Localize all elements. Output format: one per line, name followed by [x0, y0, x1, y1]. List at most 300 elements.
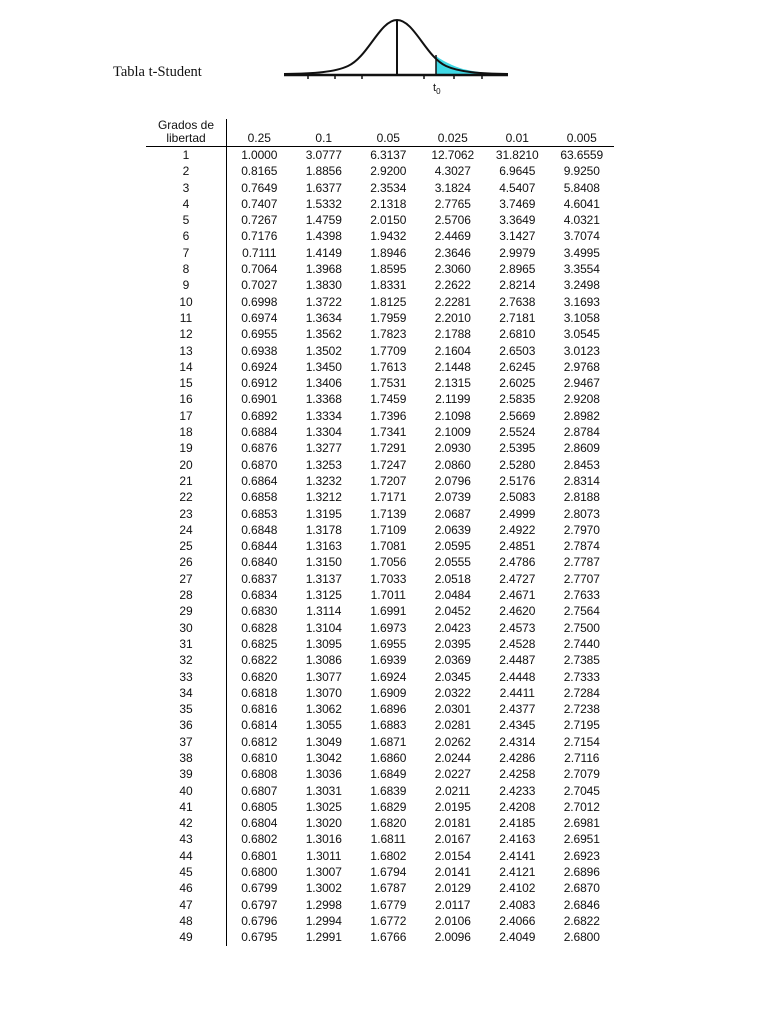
- critical-value-cell: 0.6998: [241, 294, 278, 309]
- df-cell: 11: [146, 310, 227, 326]
- critical-value-cell: 2.4786: [499, 555, 536, 570]
- critical-value-cell: 3.1058: [563, 310, 600, 325]
- critical-value-cell: 1.6924: [370, 669, 407, 684]
- critical-value-cell: 2.0687: [434, 506, 471, 521]
- critical-value-cell: 1.3104: [305, 620, 342, 635]
- df-cell: 29: [146, 603, 227, 619]
- critical-value-cell: 3.4995: [563, 245, 600, 260]
- critical-value-cell: 3.0777: [305, 148, 342, 162]
- table-row: [146, 310, 614, 326]
- critical-value-cell: 2.8314: [563, 473, 600, 488]
- critical-value-cell: 2.0227: [434, 767, 471, 782]
- critical-value-cell: 3.1427: [499, 229, 536, 244]
- critical-value-cell: 2.5280: [499, 457, 536, 472]
- df-cell: 22: [146, 489, 227, 505]
- critical-value-cell: 0.6816: [241, 702, 278, 717]
- critical-value-cell: 1.3634: [305, 310, 342, 325]
- df-cell: 32: [146, 652, 227, 668]
- critical-value-cell: 2.4049: [499, 930, 536, 945]
- df-cell: 23: [146, 506, 227, 522]
- critical-value-cell: 2.7633: [563, 588, 600, 603]
- critical-value-cell: 2.7707: [563, 571, 600, 586]
- critical-value-cell: 1.3406: [305, 376, 342, 391]
- t-table: [146, 119, 614, 946]
- critical-value-cell: 2.0117: [435, 897, 471, 912]
- critical-value-cell: 1.9432: [370, 229, 407, 244]
- critical-value-cell: 2.4163: [499, 832, 536, 847]
- critical-value-cell: 3.0123: [563, 343, 600, 358]
- table-row: [146, 897, 614, 913]
- df-cell: 25: [146, 538, 227, 554]
- critical-value-cell: 2.0345: [434, 669, 471, 684]
- table-row: [146, 440, 614, 456]
- critical-value-cell: 0.6801: [241, 848, 278, 863]
- critical-value-cell: 1.4398: [305, 229, 342, 244]
- critical-value-cell: 1.6939: [370, 653, 407, 668]
- critical-value-cell: 1.3036: [305, 767, 342, 782]
- critical-value-cell: 2.9768: [563, 359, 600, 374]
- critical-value-cell: 1.2998: [305, 897, 342, 912]
- critical-value-cell: 2.1315: [434, 376, 471, 391]
- critical-value-cell: 3.0545: [563, 327, 600, 342]
- critical-value-cell: 1.5332: [305, 196, 342, 211]
- critical-value-cell: 2.7500: [563, 620, 600, 635]
- critical-value-cell: 1.4149: [305, 245, 342, 260]
- critical-value-cell: 2.7238: [563, 702, 600, 717]
- df-header-line1: Grados de: [157, 118, 215, 132]
- critical-value-cell: 2.0555: [434, 555, 471, 570]
- table-row: [146, 212, 614, 228]
- critical-value-cell: 2.4528: [499, 636, 536, 651]
- critical-value-cell: 2.9200: [370, 164, 407, 179]
- critical-value-cell: 2.4377: [499, 702, 536, 717]
- critical-value-cell: 2.7874: [563, 539, 600, 554]
- df-cell: 2: [146, 163, 227, 179]
- df-cell: 21: [146, 473, 227, 489]
- critical-value-cell: 2.0369: [434, 653, 471, 668]
- critical-value-cell: 2.6846: [563, 897, 600, 912]
- critical-value-cell: 0.7176: [241, 229, 278, 244]
- critical-value-cell: 1.6860: [370, 750, 407, 765]
- critical-value-cell: 4.6041: [563, 196, 600, 211]
- df-cell: 17: [146, 408, 227, 424]
- critical-value-cell: 0.7064: [241, 262, 278, 277]
- critical-value-cell: 1.7823: [370, 327, 407, 342]
- critical-value-cell: 2.3060: [434, 262, 471, 277]
- critical-value-cell: 6.3137: [370, 148, 407, 162]
- critical-value-cell: 1.3253: [305, 457, 342, 472]
- level-header: 0.25: [227, 119, 292, 147]
- critical-value-cell: 2.1448: [434, 359, 471, 374]
- critical-value-cell: 2.4185: [499, 816, 536, 831]
- critical-value-cell: 2.0860: [434, 457, 471, 472]
- critical-value-cell: 0.6808: [241, 767, 278, 782]
- critical-value-cell: 3.7469: [499, 196, 536, 211]
- critical-value-cell: 0.7407: [241, 196, 278, 211]
- table-body: [146, 147, 614, 946]
- critical-value-cell: 4.0321: [563, 213, 600, 228]
- critical-value-cell: 1.4759: [305, 213, 342, 228]
- critical-value-cell: 2.4233: [499, 783, 536, 798]
- level-header: 0.025: [421, 119, 486, 147]
- critical-value-cell: 1.3334: [305, 408, 342, 423]
- critical-value-cell: 1.7291: [370, 441, 407, 456]
- table-row: [146, 717, 614, 733]
- table-row: [146, 424, 614, 440]
- table-row: [146, 636, 614, 652]
- critical-value-cell: 2.4922: [499, 522, 536, 537]
- critical-value-cell: 0.7267: [241, 213, 278, 228]
- critical-value-cell: 2.0796: [434, 473, 471, 488]
- critical-value-cell: 2.0181: [434, 816, 471, 831]
- critical-value-cell: 2.5395: [499, 441, 536, 456]
- level-header: 0.01: [485, 119, 550, 147]
- critical-value-cell: 2.7045: [563, 783, 600, 798]
- critical-value-cell: 1.3502: [305, 343, 342, 358]
- critical-value-cell: 1.6883: [370, 718, 407, 733]
- critical-value-cell: 0.6858: [241, 490, 278, 505]
- critical-value-cell: 0.6802: [241, 832, 278, 847]
- critical-value-cell: 1.6811: [370, 832, 406, 847]
- df-cell: 13: [146, 343, 227, 359]
- critical-value-cell: 1.0000: [241, 148, 278, 162]
- table-row: [146, 228, 614, 244]
- critical-value-cell: 1.3077: [305, 669, 342, 684]
- table-row: [146, 929, 614, 945]
- critical-value-cell: 1.3722: [305, 294, 342, 309]
- critical-value-cell: 2.0395: [434, 636, 471, 651]
- critical-value-cell: 2.1199: [435, 392, 471, 407]
- df-cell: 33: [146, 669, 227, 685]
- critical-value-cell: 1.3002: [305, 881, 342, 896]
- critical-value-cell: 2.7385: [563, 653, 600, 668]
- df-cell: 35: [146, 701, 227, 717]
- df-cell: 41: [146, 799, 227, 815]
- critical-value-cell: 2.0739: [434, 490, 471, 505]
- critical-value-cell: 1.7171: [370, 490, 407, 505]
- critical-value-cell: 2.0595: [434, 539, 471, 554]
- critical-value-cell: 12.7062: [431, 148, 475, 162]
- critical-value-cell: 2.4851: [499, 539, 536, 554]
- critical-value-cell: 1.6991: [370, 604, 407, 619]
- critical-value-cell: 1.7011: [370, 588, 406, 603]
- critical-value-cell: 31.8210: [495, 148, 539, 162]
- table-row: [146, 652, 614, 668]
- level-header: 0.1: [292, 119, 357, 147]
- table-row: [146, 603, 614, 619]
- critical-value-cell: 0.6818: [241, 685, 278, 700]
- table-row: [146, 489, 614, 505]
- critical-value-cell: 2.0096: [434, 930, 471, 945]
- df-cell: 47: [146, 897, 227, 913]
- df-cell: 42: [146, 815, 227, 831]
- critical-value-cell: 2.7154: [563, 734, 600, 749]
- table-row: [146, 913, 614, 929]
- critical-value-cell: 1.3232: [305, 473, 342, 488]
- critical-value-cell: 0.6876: [241, 441, 278, 456]
- critical-value-cell: 2.6245: [499, 359, 536, 374]
- critical-value-cell: 0.6805: [241, 799, 278, 814]
- table-row: [146, 163, 614, 179]
- df-cell: 38: [146, 750, 227, 766]
- critical-value-cell: 0.7111: [242, 245, 277, 260]
- critical-value-cell: 0.6800: [241, 865, 278, 880]
- critical-value-cell: 0.6834: [241, 588, 278, 603]
- critical-value-cell: 1.3020: [305, 816, 342, 831]
- table-row: [146, 457, 614, 473]
- critical-value-cell: 2.0301: [434, 702, 471, 717]
- critical-value-cell: 1.3007: [305, 865, 342, 880]
- df-cell: 6: [146, 228, 227, 244]
- df-cell: 31: [146, 636, 227, 652]
- table-row: [146, 375, 614, 391]
- critical-value-cell: 2.8784: [563, 425, 600, 440]
- critical-value-cell: 0.6844: [241, 539, 278, 554]
- critical-value-cell: 1.3163: [305, 539, 342, 554]
- table-row: [146, 848, 614, 864]
- df-cell: 46: [146, 880, 227, 896]
- critical-value-cell: 1.7613: [370, 359, 407, 374]
- critical-value-cell: 3.3554: [563, 262, 600, 277]
- critical-value-cell: 1.6909: [370, 685, 407, 700]
- df-cell: 12: [146, 326, 227, 342]
- critical-value-cell: 2.4573: [499, 620, 536, 635]
- table-row: [146, 196, 614, 212]
- critical-value-cell: 1.7081: [370, 539, 407, 554]
- critical-value-cell: 2.2622: [434, 278, 471, 293]
- critical-value-cell: 1.6779: [370, 897, 407, 912]
- critical-value-cell: 2.1604: [434, 343, 471, 358]
- document-title: Tabla t-Student: [113, 64, 202, 80]
- critical-value-cell: 1.6871: [370, 734, 407, 749]
- critical-value-cell: 1.2994: [305, 913, 342, 928]
- critical-value-cell: 1.3830: [305, 278, 342, 293]
- critical-value-cell: 1.6787: [370, 881, 407, 896]
- critical-value-cell: 0.6804: [241, 816, 278, 831]
- critical-value-cell: 2.8073: [563, 506, 600, 521]
- df-cell: 24: [146, 522, 227, 538]
- df-cell: 14: [146, 359, 227, 375]
- critical-value-cell: 1.8125: [370, 294, 407, 309]
- critical-value-cell: 1.6955: [370, 636, 407, 651]
- critical-value-cell: 3.2498: [563, 278, 600, 293]
- df-cell: 30: [146, 620, 227, 636]
- critical-value-cell: 1.6849: [370, 767, 407, 782]
- critical-value-cell: 1.3137: [305, 571, 342, 586]
- critical-value-cell: 4.5407: [499, 180, 536, 195]
- critical-value-cell: 1.8595: [370, 262, 407, 277]
- critical-value-cell: 1.3125: [305, 588, 342, 603]
- table-row: [146, 685, 614, 701]
- critical-value-cell: 1.6896: [370, 702, 407, 717]
- critical-value-cell: 2.6981: [563, 816, 600, 831]
- critical-value-cell: 2.7195: [563, 718, 600, 733]
- critical-value-cell: 1.3042: [305, 750, 342, 765]
- critical-value-cell: 0.6853: [241, 506, 278, 521]
- critical-value-cell: 1.3055: [305, 718, 342, 733]
- critical-value-cell: 0.6864: [241, 473, 278, 488]
- critical-value-cell: 2.0154: [434, 848, 471, 863]
- critical-value-cell: 2.0150: [370, 213, 407, 228]
- critical-value-cell: 1.3150: [305, 555, 342, 570]
- table-row: [146, 701, 614, 717]
- df-cell: 16: [146, 391, 227, 407]
- critical-value-cell: 2.5706: [434, 213, 471, 228]
- table-header-row: [146, 119, 614, 147]
- table-row: [146, 766, 614, 782]
- critical-value-cell: 0.6974: [241, 310, 278, 325]
- df-cell: 40: [146, 783, 227, 799]
- critical-value-cell: 2.1788: [434, 327, 471, 342]
- table-row: [146, 294, 614, 310]
- critical-value-cell: 2.0930: [434, 441, 471, 456]
- df-cell: 26: [146, 554, 227, 570]
- critical-value-cell: 0.6892: [241, 408, 278, 423]
- df-cell: 3: [146, 180, 227, 196]
- critical-value-cell: 1.7207: [370, 473, 407, 488]
- critical-value-cell: 2.0484: [434, 588, 471, 603]
- critical-value-cell: 2.3534: [370, 180, 407, 195]
- critical-value-cell: 2.8982: [563, 408, 600, 423]
- critical-value-cell: 2.7440: [563, 636, 600, 651]
- critical-value-cell: 2.0106: [434, 913, 471, 928]
- critical-value-cell: 0.7649: [241, 180, 278, 195]
- critical-value-cell: 1.6820: [370, 816, 407, 831]
- df-cell: 9: [146, 277, 227, 293]
- df-header: [146, 119, 227, 147]
- critical-value-cell: 0.6884: [241, 425, 278, 440]
- critical-value-cell: 2.6951: [563, 832, 600, 847]
- critical-value-cell: 1.6772: [370, 913, 407, 928]
- table-row: [146, 587, 614, 603]
- critical-value-cell: 2.4121: [499, 865, 536, 880]
- critical-value-cell: 2.1098: [434, 408, 471, 423]
- critical-value-cell: 9.9250: [563, 164, 600, 179]
- critical-value-cell: 2.5524: [499, 425, 536, 440]
- df-cell: 10: [146, 294, 227, 310]
- critical-value-cell: 0.6796: [241, 913, 278, 928]
- critical-value-cell: 1.8856: [305, 164, 342, 179]
- df-cell: 45: [146, 864, 227, 880]
- critical-value-cell: 2.5176: [499, 473, 536, 488]
- df-cell: 15: [146, 375, 227, 391]
- critical-value-cell: 2.0518: [434, 571, 471, 586]
- critical-value-cell: 2.7012: [563, 799, 600, 814]
- critical-value-cell: 1.3095: [305, 636, 342, 651]
- critical-value-cell: 0.6822: [241, 653, 278, 668]
- table-row: [146, 473, 614, 489]
- df-cell: 19: [146, 440, 227, 456]
- critical-value-cell: 2.7638: [499, 294, 536, 309]
- critical-value-cell: 2.8965: [499, 262, 536, 277]
- critical-value-cell: 0.6825: [241, 636, 278, 651]
- critical-value-cell: 0.6807: [241, 783, 278, 798]
- critical-value-cell: 2.9979: [499, 245, 536, 260]
- table-row: [146, 343, 614, 359]
- table-row: [146, 880, 614, 896]
- critical-value-cell: 3.3649: [499, 213, 536, 228]
- critical-value-cell: 2.6503: [499, 343, 536, 358]
- df-cell: 8: [146, 261, 227, 277]
- table-row: [146, 815, 614, 831]
- critical-value-cell: 5.8408: [563, 180, 600, 195]
- critical-value-cell: 2.5669: [499, 408, 536, 423]
- critical-value-cell: 2.4314: [499, 734, 536, 749]
- critical-value-cell: 2.6896: [563, 865, 600, 880]
- critical-value-cell: 2.1009: [434, 425, 471, 440]
- critical-value-cell: 2.4258: [499, 767, 536, 782]
- table-row: [146, 669, 614, 685]
- critical-value-cell: 0.6938: [241, 343, 278, 358]
- t-distribution-curve-figure: [280, 14, 512, 84]
- critical-value-cell: 2.7333: [563, 669, 600, 684]
- critical-value-cell: 2.0281: [434, 718, 471, 733]
- critical-value-cell: 2.8188: [563, 490, 600, 505]
- critical-value-cell: 0.6837: [241, 571, 278, 586]
- critical-value-cell: 2.5083: [499, 490, 536, 505]
- df-cell: 28: [146, 587, 227, 603]
- critical-value-cell: 2.6822: [563, 913, 600, 928]
- df-cell: 1: [146, 147, 227, 164]
- critical-value-cell: 1.7709: [370, 343, 407, 358]
- critical-value-cell: 2.4345: [499, 718, 536, 733]
- level-header: 0.05: [356, 119, 421, 147]
- critical-value-cell: 1.6794: [370, 865, 407, 880]
- critical-value-cell: 1.3178: [305, 522, 342, 537]
- critical-value-cell: 1.7139: [370, 506, 407, 521]
- critical-value-cell: 2.2281: [434, 294, 471, 309]
- critical-value-cell: 1.7109: [370, 522, 407, 537]
- critical-value-cell: 1.6839: [370, 783, 407, 798]
- critical-value-cell: 1.3011: [306, 848, 342, 863]
- df-cell: 5: [146, 212, 227, 228]
- critical-value-cell: 63.6559: [560, 148, 604, 162]
- df-cell: 39: [146, 766, 227, 782]
- critical-value-cell: 1.6766: [370, 930, 407, 945]
- critical-value-cell: 2.4620: [499, 604, 536, 619]
- critical-value-cell: 2.7079: [563, 767, 600, 782]
- df-header-line2: libertad: [166, 131, 206, 145]
- t0-label: [433, 82, 441, 96]
- table-row: [146, 261, 614, 277]
- table-row: [146, 538, 614, 554]
- table-row: [146, 277, 614, 293]
- critical-value-cell: 2.6810: [499, 327, 536, 342]
- critical-value-cell: 1.2991: [305, 930, 342, 945]
- critical-value-cell: 0.6840: [241, 555, 278, 570]
- critical-value-cell: 1.3049: [305, 734, 342, 749]
- critical-value-cell: 1.3968: [305, 262, 342, 277]
- critical-value-cell: 2.0244: [434, 750, 471, 765]
- critical-value-cell: 2.7765: [434, 196, 471, 211]
- table-row: [146, 147, 614, 164]
- critical-value-cell: 2.4727: [499, 571, 536, 586]
- critical-value-cell: 2.8609: [563, 441, 600, 456]
- critical-value-cell: 0.6901: [241, 392, 278, 407]
- critical-value-cell: 1.3195: [305, 506, 342, 521]
- critical-value-cell: 2.6923: [563, 848, 600, 863]
- critical-value-cell: 1.3304: [305, 425, 342, 440]
- df-cell: 18: [146, 424, 227, 440]
- critical-value-cell: 1.3062: [305, 702, 342, 717]
- critical-value-cell: 2.4141: [499, 848, 536, 863]
- critical-value-cell: 2.4487: [499, 653, 536, 668]
- critical-value-cell: 1.8946: [370, 245, 407, 260]
- critical-value-cell: 1.6802: [370, 848, 407, 863]
- critical-value-cell: 2.0452: [434, 604, 471, 619]
- critical-value-cell: 2.8453: [563, 457, 600, 472]
- critical-value-cell: 2.0423: [434, 620, 471, 635]
